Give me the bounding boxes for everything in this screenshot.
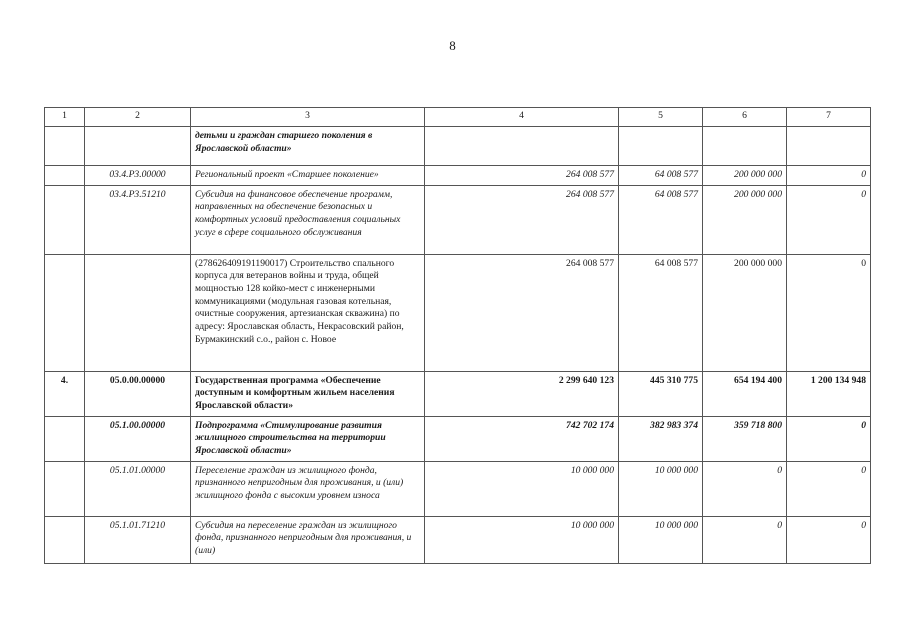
item-name-cell: Подпрограмма «Стимулирование развития жилищного строительства на территории Ярославской области» xyxy=(191,416,425,461)
budget-code-cell xyxy=(85,127,191,166)
year3-amount-cell: 0 xyxy=(787,416,871,461)
item-name-cell: Субсидия на финансовое обеспечение программ, направленных на обеспечение безопасных и комфортных условий предоставления социальных услуг в сфере социального обслуживания xyxy=(191,185,425,254)
item-name-cell: Региональный проект «Старшее поколение» xyxy=(191,166,425,186)
row-number-cell xyxy=(45,254,85,371)
budget-code-cell: 03.4.Р3.00000 xyxy=(85,166,191,186)
row-number-cell xyxy=(45,461,85,516)
year3-amount-cell xyxy=(787,127,871,166)
year2-amount-cell: 654 194 400 xyxy=(703,371,787,416)
year2-amount-cell: 200 000 000 xyxy=(703,185,787,254)
page-number: 8 xyxy=(449,38,456,53)
budget-code-cell: 05.1.01.71210 xyxy=(85,516,191,563)
year3-amount-cell: 0 xyxy=(787,166,871,186)
table-row xyxy=(45,371,871,416)
total-amount-cell: 742 702 174 xyxy=(425,416,619,461)
year1-amount-cell: 64 008 577 xyxy=(619,185,703,254)
year1-amount-cell: 445 310 775 xyxy=(619,371,703,416)
year2-amount-cell: 0 xyxy=(703,461,787,516)
row-number-cell: 4. xyxy=(45,371,85,416)
row-number-cell xyxy=(45,185,85,254)
column-number-header: 3 xyxy=(191,108,425,127)
year3-amount-cell: 0 xyxy=(787,461,871,516)
item-name-cell: детьми и граждан старшего поколения в Ярославской области» xyxy=(191,127,425,166)
budget-code-cell: 05.0.00.00000 xyxy=(85,371,191,416)
budget-code-cell: 03.4.Р3.51210 xyxy=(85,185,191,254)
table-row xyxy=(45,516,871,563)
year1-amount-cell: 64 008 577 xyxy=(619,166,703,186)
table-row xyxy=(45,127,871,166)
total-amount-cell: 10 000 000 xyxy=(425,516,619,563)
total-amount-cell: 264 008 577 xyxy=(425,254,619,371)
table-header-row xyxy=(45,108,871,127)
year3-amount-cell: 0 xyxy=(787,516,871,563)
item-name-cell: Переселение граждан из жилищного фонда, признанного непригодным для проживания, и (или) жилищного фонда с высоким уровнем износа xyxy=(191,461,425,516)
year1-amount-cell: 64 008 577 xyxy=(619,254,703,371)
budget-table xyxy=(44,107,871,564)
total-amount-cell: 10 000 000 xyxy=(425,461,619,516)
item-name-cell: Субсидия на переселение граждан из жилищного фонда, признанного непригодным для проживания, и (или) xyxy=(191,516,425,563)
item-name-cell: Государственная программа «Обеспечение доступным и комфортным жильем населения Ярославской области» xyxy=(191,371,425,416)
table-row xyxy=(45,461,871,516)
total-amount-cell: 264 008 577 xyxy=(425,166,619,186)
year1-amount-cell: 10 000 000 xyxy=(619,516,703,563)
total-amount-cell: 2 299 640 123 xyxy=(425,371,619,416)
budget-code-cell xyxy=(85,254,191,371)
year2-amount-cell: 200 000 000 xyxy=(703,254,787,371)
table-row xyxy=(45,166,871,186)
row-number-cell xyxy=(45,516,85,563)
year3-amount-cell: 0 xyxy=(787,185,871,254)
item-name-cell: (27862640919119001​7) Строительство спального корпуса для ветеранов войны и труда, общей мощностью 128 койко-мест с инженерными коммуникациями (модульная газовая котельная, очистные сооружения, артезианская скважина) по адресу: Ярославская область, Некрасовский район, Бурмакинский с.о., район с. Новое xyxy=(191,254,425,371)
column-number-header: 6 xyxy=(703,108,787,127)
budget-code-cell: 05.1.00.00000 xyxy=(85,416,191,461)
year1-amount-cell: 10 000 000 xyxy=(619,461,703,516)
row-number-cell xyxy=(45,166,85,186)
year2-amount-cell: 0 xyxy=(703,516,787,563)
year2-amount-cell xyxy=(703,127,787,166)
column-number-header: 1 xyxy=(45,108,85,127)
row-number-cell xyxy=(45,416,85,461)
year1-amount-cell xyxy=(619,127,703,166)
table-row xyxy=(45,416,871,461)
row-number-cell xyxy=(45,127,85,166)
year3-amount-cell: 0 xyxy=(787,254,871,371)
total-amount-cell xyxy=(425,127,619,166)
column-number-header: 4 xyxy=(425,108,619,127)
total-amount-cell: 264 008 577 xyxy=(425,185,619,254)
year3-amount-cell: 1 200 134 948 xyxy=(787,371,871,416)
year1-amount-cell: 382 983 374 xyxy=(619,416,703,461)
column-number-header: 2 xyxy=(85,108,191,127)
budget-code-cell: 05.1.01.00000 xyxy=(85,461,191,516)
column-number-header: 7 xyxy=(787,108,871,127)
column-number-header: 5 xyxy=(619,108,703,127)
table-row xyxy=(45,185,871,254)
year2-amount-cell: 359 718 800 xyxy=(703,416,787,461)
table-row xyxy=(45,254,871,371)
year2-amount-cell: 200 000 000 xyxy=(703,166,787,186)
